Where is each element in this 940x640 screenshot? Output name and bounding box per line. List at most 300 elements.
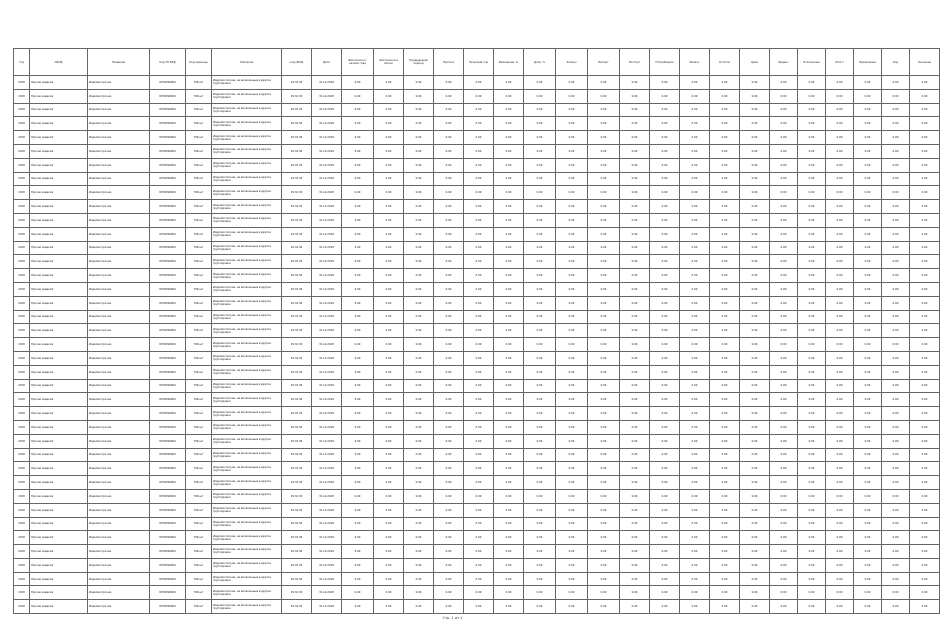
- table-cell: 0.00: [826, 338, 854, 352]
- table-cell: 0.00: [556, 517, 588, 531]
- table-cell: 0.00: [650, 489, 680, 503]
- table-cell: 796 шт: [186, 241, 212, 255]
- table-row: [14, 448, 940, 462]
- table-cell: 0.00: [556, 531, 588, 545]
- table-cell: 0.00: [740, 269, 770, 283]
- table-cell: Прочие изделия: [30, 545, 88, 559]
- table-cell: 796 шт: [186, 558, 212, 572]
- table-cell: 0.00: [374, 489, 404, 503]
- table-row: [14, 600, 940, 614]
- table-cell: Прочие изделия: [30, 241, 88, 255]
- table-cell: 0.00: [710, 476, 740, 490]
- table-cell: Прочие изделия: [30, 448, 88, 462]
- table-cell: 0.00: [434, 144, 464, 158]
- table-cell: 0.00: [826, 420, 854, 434]
- table-cell: 8708299000: [150, 489, 186, 503]
- table-cell: 796 шт: [186, 213, 212, 227]
- table-cell: 0.00: [494, 379, 524, 393]
- table-cell: 0.00: [650, 351, 680, 365]
- table-cell: 0.00: [854, 393, 882, 407]
- table-cell: 0.00: [650, 365, 680, 379]
- table-cell: 0.00: [620, 572, 650, 586]
- table-cell: 2018: [14, 393, 30, 407]
- table-cell: 0.00: [798, 517, 826, 531]
- table-cell: 29.32.30: [282, 434, 312, 448]
- table-cell: 31.12.2018: [312, 420, 342, 434]
- table-cell: 0.00: [910, 558, 940, 572]
- table-cell: 0.00: [882, 172, 910, 186]
- table-cell: 0.00: [588, 420, 620, 434]
- table-cell: 0.00: [494, 213, 524, 227]
- table-cell: 0.00: [710, 103, 740, 117]
- table-cell: 0.00: [524, 103, 556, 117]
- table-row: [14, 434, 940, 448]
- table-cell: 0.00: [588, 144, 620, 158]
- table-cell: 0.00: [650, 76, 680, 90]
- table-cell: 796 шт: [186, 489, 212, 503]
- table-row: [14, 338, 940, 352]
- table-cell: 0.00: [680, 503, 710, 517]
- table-cell: Прочие изделия: [30, 76, 88, 90]
- table-cell: 29.32.30: [282, 227, 312, 241]
- table-cell: 0.00: [710, 324, 740, 338]
- table-cell: 0.00: [588, 379, 620, 393]
- table-cell: 0.00: [620, 600, 650, 614]
- table-cell: 0.00: [494, 545, 524, 559]
- table-cell: 0.00: [588, 600, 620, 614]
- table-cell: 0.00: [882, 379, 910, 393]
- table-cell: 0.00: [494, 517, 524, 531]
- table-cell: 0.00: [464, 365, 494, 379]
- table-cell: 8708299000: [150, 89, 186, 103]
- table-cell: 31.12.2018: [312, 103, 342, 117]
- table-cell: Изделия прочие, не включенные в другие группировки: [212, 310, 282, 324]
- table-cell: 0.00: [826, 434, 854, 448]
- table-cell: 0.00: [464, 255, 494, 269]
- table-cell: 0.00: [882, 600, 910, 614]
- table-cell: 0.00: [434, 351, 464, 365]
- table-cell: 0.00: [494, 269, 524, 283]
- table-cell: 31.12.2018: [312, 434, 342, 448]
- table-cell: 0.00: [680, 531, 710, 545]
- table-cell: Прочие изделия: [30, 393, 88, 407]
- table-cell: 0.00: [524, 131, 556, 145]
- table-body: [14, 76, 940, 614]
- table-cell: 0.00: [798, 172, 826, 186]
- table-cell: 0.00: [588, 241, 620, 255]
- table-cell: 0.00: [650, 572, 680, 586]
- table-cell: 0.00: [770, 503, 798, 517]
- table-cell: 0.00: [770, 227, 798, 241]
- table-cell: 0.00: [882, 586, 910, 600]
- table-cell: 0.00: [342, 227, 374, 241]
- table-cell: 0.00: [342, 310, 374, 324]
- table-cell: Изделия прочие, не включенные в другие группировки: [212, 324, 282, 338]
- table-cell: Изделия прочие: [88, 269, 150, 283]
- table-cell: 796 шт: [186, 351, 212, 365]
- table-cell: 0.00: [798, 600, 826, 614]
- table-cell: 0.00: [710, 89, 740, 103]
- table-cell: 0.00: [464, 600, 494, 614]
- table-cell: Прочие изделия: [30, 517, 88, 531]
- table-cell: 0.00: [494, 296, 524, 310]
- table-cell: Прочие изделия: [30, 200, 88, 214]
- table-cell: 0.00: [556, 310, 588, 324]
- table-cell: 0.00: [710, 282, 740, 296]
- table-cell: 0.00: [494, 586, 524, 600]
- table-cell: 0.00: [740, 117, 770, 131]
- table-cell: Изделия прочие, не включенные в другие группировки: [212, 420, 282, 434]
- table-cell: 0.00: [494, 448, 524, 462]
- table-cell: 0.00: [710, 172, 740, 186]
- table-cell: 0.00: [524, 393, 556, 407]
- table-cell: 0.00: [524, 89, 556, 103]
- column-header: Описание: [212, 49, 282, 76]
- table-cell: 0.00: [798, 503, 826, 517]
- table-cell: 796 шт: [186, 586, 212, 600]
- table-cell: 0.00: [680, 255, 710, 269]
- table-cell: Изделия прочие: [88, 255, 150, 269]
- table-cell: 31.12.2018: [312, 117, 342, 131]
- table-cell: 0.00: [910, 379, 940, 393]
- table-cell: 0.00: [524, 476, 556, 490]
- table-cell: 0.00: [770, 407, 798, 421]
- table-cell: 0.00: [854, 213, 882, 227]
- table-row: [14, 89, 940, 103]
- table-cell: 0.00: [556, 600, 588, 614]
- table-cell: 2018: [14, 545, 30, 559]
- table-cell: 0.00: [374, 338, 404, 352]
- table-cell: 0.00: [342, 558, 374, 572]
- table-cell: 8708299000: [150, 213, 186, 227]
- table-cell: 0.00: [910, 586, 940, 600]
- table-cell: 0.00: [620, 172, 650, 186]
- table-cell: 0.00: [882, 131, 910, 145]
- table-cell: 0.00: [434, 227, 464, 241]
- table-cell: 29.32.30: [282, 351, 312, 365]
- table-cell: 0.00: [854, 296, 882, 310]
- table-cell: 2018: [14, 448, 30, 462]
- table-cell: 31.12.2018: [312, 489, 342, 503]
- table-cell: 0.00: [342, 255, 374, 269]
- table-cell: 0.00: [854, 600, 882, 614]
- table-cell: 0.00: [342, 407, 374, 421]
- table-cell: 31.12.2018: [312, 338, 342, 352]
- table-cell: 0.00: [556, 117, 588, 131]
- table-cell: 0.00: [556, 420, 588, 434]
- table-cell: 0.00: [854, 407, 882, 421]
- table-cell: 29.32.30: [282, 476, 312, 490]
- table-cell: 0.00: [494, 476, 524, 490]
- column-header: Цена: [740, 49, 770, 76]
- table-cell: 0.00: [342, 324, 374, 338]
- table-cell: 0.00: [588, 117, 620, 131]
- table-cell: Изделия прочие: [88, 227, 150, 241]
- table-cell: 0.00: [910, 365, 940, 379]
- table-cell: 0.00: [770, 531, 798, 545]
- table-cell: 0.00: [524, 310, 556, 324]
- table-cell: 0.00: [650, 144, 680, 158]
- table-cell: 0.00: [556, 407, 588, 421]
- table-cell: 31.12.2018: [312, 393, 342, 407]
- table-cell: 0.00: [464, 545, 494, 559]
- table-cell: 0.00: [620, 379, 650, 393]
- table-cell: 0.00: [910, 241, 940, 255]
- column-header: Изменение, %: [494, 49, 524, 76]
- column-header: Импорт: [588, 49, 620, 76]
- table-cell: 0.00: [342, 200, 374, 214]
- table-cell: 0.00: [524, 255, 556, 269]
- table-cell: 0.00: [556, 351, 588, 365]
- table-cell: 0.00: [588, 517, 620, 531]
- table-cell: Изделия прочие, не включенные в другие группировки: [212, 558, 282, 572]
- table-cell: 8708299000: [150, 434, 186, 448]
- table-cell: 29.32.30: [282, 393, 312, 407]
- table-cell: Прочие изделия: [30, 158, 88, 172]
- table-row: [14, 269, 940, 283]
- table-cell: 0.00: [710, 117, 740, 131]
- table-cell: 0.00: [798, 282, 826, 296]
- table-row: [14, 76, 940, 90]
- table-cell: 0.00: [342, 393, 374, 407]
- table-row: [14, 324, 940, 338]
- table-cell: Прочие изделия: [30, 324, 88, 338]
- table-cell: 0.00: [556, 393, 588, 407]
- table-cell: Прочие изделия: [30, 144, 88, 158]
- table-cell: 0.00: [434, 517, 464, 531]
- table-cell: 0.00: [710, 489, 740, 503]
- table-cell: 0.00: [740, 462, 770, 476]
- table-cell: Изделия прочие, не включенные в другие группировки: [212, 282, 282, 296]
- column-header: Код ТН ВЭД: [150, 49, 186, 76]
- table-cell: 0.00: [740, 296, 770, 310]
- table-cell: 0.00: [374, 531, 404, 545]
- table-cell: 0.00: [650, 89, 680, 103]
- table-cell: 0.00: [882, 117, 910, 131]
- table-cell: 0.00: [770, 241, 798, 255]
- table-cell: 0.00: [798, 393, 826, 407]
- table-cell: 2018: [14, 310, 30, 324]
- table-cell: 0.00: [854, 420, 882, 434]
- table-cell: 0.00: [620, 393, 650, 407]
- table-cell: 796 шт: [186, 365, 212, 379]
- table-cell: Изделия прочие, не включенные в другие группировки: [212, 448, 282, 462]
- table-cell: 0.00: [770, 172, 798, 186]
- table-cell: 0.00: [494, 420, 524, 434]
- table-cell: 29.32.30: [282, 324, 312, 338]
- table-cell: 0.00: [434, 131, 464, 145]
- table-cell: 29.32.30: [282, 186, 312, 200]
- table-cell: 796 шт: [186, 448, 212, 462]
- table-cell: 0.00: [826, 448, 854, 462]
- table-cell: 0.00: [620, 558, 650, 572]
- table-cell: 29.32.30: [282, 462, 312, 476]
- table-cell: 0.00: [798, 420, 826, 434]
- table-cell: Изделия прочие: [88, 476, 150, 490]
- table-cell: 0.00: [620, 448, 650, 462]
- table-cell: 0.00: [910, 296, 940, 310]
- table-cell: Изделия прочие, не включенные в другие группировки: [212, 476, 282, 490]
- table-cell: 8708299000: [150, 586, 186, 600]
- table-cell: 0.00: [680, 213, 710, 227]
- table-cell: 0.00: [854, 365, 882, 379]
- table-cell: 0.00: [882, 227, 910, 241]
- table-cell: 0.00: [740, 89, 770, 103]
- table-cell: 0.00: [588, 434, 620, 448]
- table-cell: 0.00: [680, 462, 710, 476]
- table-cell: 0.00: [826, 227, 854, 241]
- table-cell: Прочие изделия: [30, 420, 88, 434]
- table-cell: 0.00: [650, 600, 680, 614]
- column-header: код ОКПД: [282, 49, 312, 76]
- table-cell: 0.00: [620, 103, 650, 117]
- table-cell: 796 шт: [186, 255, 212, 269]
- table-cell: 0.00: [374, 365, 404, 379]
- table-cell: 0.00: [882, 407, 910, 421]
- table-cell: 0.00: [620, 489, 650, 503]
- table-cell: 0.00: [620, 324, 650, 338]
- table-cell: 796 шт: [186, 200, 212, 214]
- table-cell: 0.00: [882, 213, 910, 227]
- table-cell: 0.00: [650, 420, 680, 434]
- table-cell: 0.00: [374, 586, 404, 600]
- table-cell: 0.00: [650, 269, 680, 283]
- table-cell: 0.00: [620, 241, 650, 255]
- table-cell: 0.00: [494, 131, 524, 145]
- table-cell: 0.00: [404, 393, 434, 407]
- table-cell: 0.00: [434, 558, 464, 572]
- table-cell: 0.00: [710, 255, 740, 269]
- table-cell: 0.00: [710, 365, 740, 379]
- table-cell: Прочие изделия: [30, 310, 88, 324]
- table-cell: 0.00: [588, 351, 620, 365]
- table-cell: 0.00: [464, 89, 494, 103]
- table-cell: 0.00: [464, 76, 494, 90]
- table-cell: 29.32.30: [282, 572, 312, 586]
- table-cell: 0.00: [464, 462, 494, 476]
- table-cell: 0.00: [854, 517, 882, 531]
- table-cell: Изделия прочие: [88, 407, 150, 421]
- table-cell: 0.00: [464, 117, 494, 131]
- table-cell: 0.00: [494, 351, 524, 365]
- table-row: [14, 241, 940, 255]
- table-cell: 0.00: [524, 227, 556, 241]
- table-cell: 2018: [14, 517, 30, 531]
- table-row: [14, 296, 940, 310]
- table-cell: Прочие изделия: [30, 172, 88, 186]
- table-cell: 796 шт: [186, 600, 212, 614]
- table-cell: 0.00: [494, 531, 524, 545]
- table-cell: 0.00: [798, 103, 826, 117]
- table-cell: Изделия прочие, не включенные в другие группировки: [212, 89, 282, 103]
- table-cell: 0.00: [464, 476, 494, 490]
- table-cell: 0.00: [910, 89, 940, 103]
- table-cell: 8708299000: [150, 241, 186, 255]
- table-cell: Изделия прочие, не включенные в другие группировки: [212, 213, 282, 227]
- table-cell: 0.00: [882, 269, 910, 283]
- table-cell: 0.00: [374, 89, 404, 103]
- table-cell: 0.00: [434, 255, 464, 269]
- table-cell: Изделия прочие, не включенные в другие группировки: [212, 131, 282, 145]
- table-cell: 0.00: [680, 117, 710, 131]
- table-cell: 0.00: [854, 131, 882, 145]
- table-cell: 0.00: [404, 489, 434, 503]
- table-cell: 0.00: [680, 269, 710, 283]
- table-cell: 0.00: [434, 545, 464, 559]
- table-cell: 0.00: [826, 600, 854, 614]
- table-cell: Изделия прочие, не включенные в другие группировки: [212, 545, 282, 559]
- table-row: [14, 407, 940, 421]
- table-cell: 0.00: [826, 503, 854, 517]
- table-cell: 0.00: [524, 338, 556, 352]
- table-cell: 31.12.2018: [312, 255, 342, 269]
- table-cell: 0.00: [680, 282, 710, 296]
- table-cell: 0.00: [556, 503, 588, 517]
- table-cell: 0.00: [650, 282, 680, 296]
- table-cell: 0.00: [770, 365, 798, 379]
- table-cell: 0.00: [854, 351, 882, 365]
- table-cell: 0.00: [710, 351, 740, 365]
- table-cell: 0.00: [620, 186, 650, 200]
- table-cell: 796 шт: [186, 310, 212, 324]
- table-cell: Изделия прочие: [88, 517, 150, 531]
- table-cell: 0.00: [826, 213, 854, 227]
- table-cell: 0.00: [740, 434, 770, 448]
- table-cell: 0.00: [494, 227, 524, 241]
- table-cell: 0.00: [854, 462, 882, 476]
- table-cell: 796 шт: [186, 103, 212, 117]
- table-cell: 0.00: [434, 282, 464, 296]
- table-cell: 0.00: [524, 379, 556, 393]
- table-cell: 0.00: [494, 89, 524, 103]
- table-cell: Прочие изделия: [30, 531, 88, 545]
- column-header: Дата: [312, 49, 342, 76]
- table-cell: 0.00: [710, 600, 740, 614]
- table-cell: 0.00: [680, 296, 710, 310]
- table-cell: 0.00: [404, 365, 434, 379]
- table-cell: 0.00: [798, 227, 826, 241]
- table-cell: 0.00: [650, 172, 680, 186]
- column-header: Код единицы: [186, 49, 212, 76]
- table-cell: 0.00: [882, 420, 910, 434]
- table-cell: 0.00: [434, 503, 464, 517]
- table-cell: 0.00: [710, 227, 740, 241]
- table-cell: 0.00: [620, 144, 650, 158]
- table-cell: 0.00: [650, 476, 680, 490]
- table-cell: 0.00: [404, 89, 434, 103]
- table-row: [14, 351, 940, 365]
- table-cell: 0.00: [494, 503, 524, 517]
- table-cell: 0.00: [556, 545, 588, 559]
- table-cell: 0.00: [680, 89, 710, 103]
- table-cell: 0.00: [524, 200, 556, 214]
- table-cell: 0.00: [342, 282, 374, 296]
- table-cell: 0.00: [620, 213, 650, 227]
- table-cell: 0.00: [740, 517, 770, 531]
- table-cell: 0.00: [798, 117, 826, 131]
- table-cell: 0.00: [710, 393, 740, 407]
- table-row: [14, 393, 940, 407]
- table-cell: 0.00: [882, 489, 910, 503]
- table-cell: 31.12.2018: [312, 213, 342, 227]
- table-cell: 0.00: [494, 186, 524, 200]
- table-cell: 0.00: [910, 282, 940, 296]
- table-cell: 0.00: [882, 365, 910, 379]
- page-footer: Стр. 1 из 1: [442, 616, 463, 620]
- table-cell: 0.00: [680, 241, 710, 255]
- table-cell: 0.00: [650, 586, 680, 600]
- table-cell: 0.00: [434, 600, 464, 614]
